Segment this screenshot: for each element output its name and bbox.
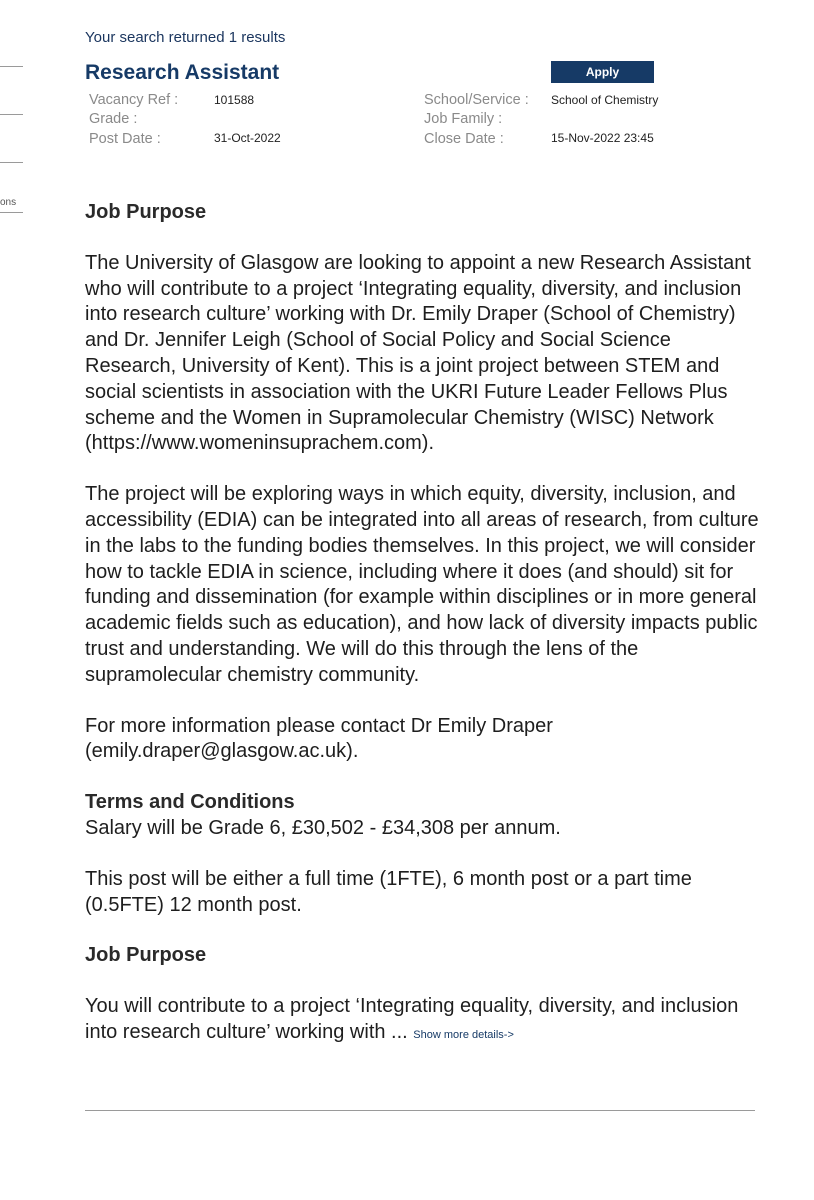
divider [85, 1110, 755, 1111]
rail-divider [0, 162, 23, 163]
summary-text: You will contribute to a project ‘Integrating equality, diversity, and inclusion into research culture’ working with ... [85, 995, 739, 1043]
post-date-value: 31-Oct-2022 [214, 131, 281, 145]
rail-divider [0, 66, 23, 67]
terms-section [85, 790, 765, 842]
job-purpose-heading: Job Purpose [85, 944, 207, 967]
rail-clipped-label[interactable]: ons [0, 197, 17, 208]
job-family-label: Job Family : [424, 111, 503, 127]
left-rail [0, 0, 26, 260]
contract-paragraph: This post will be either a full time (1FTE), 6 month post or a part time (0.5FTE) 12 month post. [85, 867, 692, 916]
salary-text: Salary will be Grade 6, £30,502 - £34,308 per annum. [85, 816, 561, 839]
post-date-label: Post Date : [89, 131, 161, 147]
show-more-link[interactable]: Show more details-> [413, 1028, 514, 1041]
job-description [85, 200, 765, 1049]
summary-paragraph [85, 994, 765, 1049]
close-date-label: Close Date : [424, 131, 504, 147]
description-paragraph: The project will be exploring ways in which equity, diversity, inclusion, and accessibility (EDIA) can be integrated into all areas of research, from culture in the labs to the funding bodies themselves. In this project, we will consider how to tackle EDIA in science, including where it does (and should) sit for funding and dissemination (for example within disciplines or in more general academic fields such as education), and how lack of diversity impacts public trust and understanding. We will do this through the lens of the supramolecular chemistry community. [85, 483, 759, 686]
vacancy-ref-value: 101588 [214, 93, 255, 107]
job-purpose-heading: Job Purpose [85, 201, 207, 223]
close-date-value: 15-Nov-2022 23:45 [551, 131, 654, 145]
rail-divider [0, 114, 23, 115]
description-paragraph: The University of Glasgow are looking to appoint a new Research Assistant who will contribute to a project ‘Integrating equality, diversity, and inclusion into research culture’ working with Dr. Emily Draper (School of Chemistry) and Dr. Jennifer Leigh (School of Social Policy and Social Science Research, University of Kent). This is a joint project between STEM and social scientists in association with the UKRI Future Leader Fellows Plus scheme and the Women in Supramolecular Chemistry (WISC) Network (https://www.womeninsuprachem.com). [85, 251, 751, 455]
school-service-value: School of Chemistry [551, 93, 659, 107]
contact-paragraph: For more information please contact Dr Emily Draper (emily.draper@glasgow.ac.uk). [85, 714, 553, 763]
terms-heading: Terms and Conditions [85, 791, 295, 814]
grade-label: Grade : [89, 111, 138, 127]
rail-divider [0, 212, 23, 213]
search-results-summary: Your search returned 1 results [85, 29, 286, 46]
apply-button[interactable]: Apply [551, 61, 654, 83]
job-title[interactable]: Research Assistant [85, 61, 280, 84]
school-service-label: School/Service : [424, 92, 529, 108]
vacancy-ref-label: Vacancy Ref : [89, 92, 179, 108]
